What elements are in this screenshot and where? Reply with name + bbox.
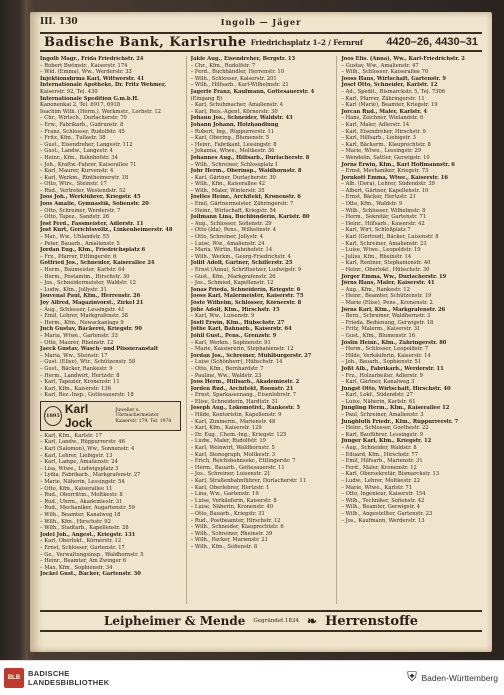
top-advertisement [40, 32, 482, 52]
directory-entry: – Wilh., Packer, Marienstr. 21 [190, 537, 268, 544]
directory-entry: Joos Herm., Hilfsarb., Akademiestr. 2 [190, 379, 300, 386]
directory-entry: Jonas Frieda, Schneiderin, Kriegstr. 6 [190, 286, 301, 293]
directory-entry: – Karl, Wirt, Schloßplatz 7 [341, 227, 411, 234]
directory-entry: – Karl, Oberlehrer, Hertzstr. 1 [190, 484, 270, 491]
directory-entry: – Herm., Landwirt, Hertzstr. 8 [40, 372, 120, 379]
directory-entry: – Wilh., Beamter, Gerwigstr. 4 [341, 504, 421, 511]
directory-entry: – Ludw., Lehrer, Moltkestr. 22 [341, 478, 421, 484]
directory-entry: – Wilh., Kfm., Kaiserallee 42 [190, 181, 266, 188]
directory-entry: – Paul, Schreiner, Amalienstr. 3 [341, 412, 424, 419]
directory-entry: – Karl, Ww., Luisenstr. 9 [190, 313, 255, 320]
directory-entry: – Otto, Maurer, Rheinstr. 12 [40, 339, 114, 346]
directory-entry: – Karl, Schuhmacher, Amalienstr. 4 [190, 102, 284, 109]
directory-entry: – Wilh., Kfm., Sofienstr. 8 [190, 543, 258, 550]
directory-entry: Jörns Hans, Maler, Kaiserstr. 41 [341, 280, 435, 287]
directory-entry: Jüngst Otto, Wirtschaft, Hirschstr. 40 [341, 385, 451, 392]
directory-entry: – Heinr., Wirtschaft, Kriegstr. 54 [190, 207, 277, 214]
directory-entry: – Julius, Kfm., Rheinstr. 14 [341, 253, 412, 260]
advertiser-name: Karl Jock [64, 401, 93, 430]
directory-entry: – Karl, Hilfsarb., Liebigstr. 3 [341, 135, 416, 142]
directory-entry: – Joh., Kraftw.-Fahrer, Kaiserallee 71 [40, 161, 137, 168]
directory-entry: – Heinr., Fabrikant, Lessingstr. 8 [190, 141, 277, 148]
directory-entry: – Hilde, Kontoristin, Kapellenstr. 9 [190, 412, 282, 419]
directory-entry: – Erw., Fabrikarb., Gudrunstr. 8 [40, 121, 124, 128]
directory-entry: – Bern., Schreiner, Waldhornstr. 3 [341, 313, 431, 320]
directory-entry: – Elise, Schneiderin, Hardtstr. 31 [190, 398, 279, 405]
directory-entry: Juch Gustav, Bäckerei, Kriegstr. 90 [40, 326, 143, 333]
library-logo-icon[interactable]: BLB [4, 668, 24, 688]
directory-entry: Jöbe Adolf, Kfm., Hirschstr. 15 [190, 306, 280, 313]
directory-entry: Jodel Joh., Angest., Kriegstr. 131 [40, 531, 136, 538]
directory-entry: Jöst Ferd., Fassmeister, Adlerstr. 11 [40, 220, 144, 227]
directory-entry: – Herm., Baumeister, Karlstr. 64 [40, 267, 125, 273]
scroll-ornament-icon: ❧ [307, 614, 318, 628]
directory-entry: – Marie, Kassiererin, Stephanienstr. 12 [190, 346, 294, 353]
directory-entry: – Emil, Lehrer, Markgrafenstr. 38 [40, 313, 128, 320]
advertiser-trade: Juwelier u. Uhrmachermeister [115, 407, 159, 419]
directory-entry: Jörns Karl, Kfm., Markgrafenstr. 26 [341, 306, 446, 313]
directory-entry: – Karl, Straßenbahnführer, Durlacherstr. 11 [190, 478, 306, 484]
directory-entry: – Otto (Ida), Pens., Wilhelmstr. 4 [190, 227, 276, 234]
directory-entry: Jüngling Herm., Kfm., Kaiserallee 12 [341, 405, 450, 412]
directory-entry: – Otto, Kfm., Kaiserallee 11 [40, 485, 113, 492]
directory-entry: Injektionsfirma Karl, Wittwerstr. 41 [40, 75, 145, 82]
directory-entry: – Peter, Bauarb., Amalienstr. 5 [40, 240, 120, 247]
directory-entry: – Otto, Schreiner, Jollystr. 4 [190, 234, 264, 241]
directory-entry: – Emil, Gärtnermeister, Zähringerstr. 7 [190, 201, 294, 208]
directory-entry: – Robert Bwtmstr., Kaiserstr. 174 [40, 62, 128, 69]
directory-entry: – Luise, Wtwe., Leopoldstr. 19 [341, 247, 421, 254]
directory-entry: Kaiserstr. 92, Tel. 439 [40, 88, 98, 95]
directory-entry: Jorns Erwin, Kfm., Karl Hoffmannstr. 6 [341, 161, 455, 168]
running-head: Ingolb — Jäger [220, 17, 302, 27]
directory-entry: – Dr. Eug., Chem.-Ing., Kriegstr. 125 [190, 431, 287, 438]
directory-entry: – Rud., Mechaniker, Augartenstr. 59 [40, 505, 135, 512]
directory-entry: – Fritz, Malerm., Kaiserstr. 31 [341, 326, 421, 333]
directory-entry: – Herm., Schlosser, Leopoldstr. 7 [341, 346, 429, 353]
directory-entry: – Rud., Uhrm., Akademiestr. 31 [40, 498, 123, 505]
directory-entry: – Herm., Sekretär, Gartenstr. 71 [341, 214, 426, 221]
directory-entry: Johannes Aug., Hilfsarb., Durlacherstr. 8 [190, 154, 310, 161]
directory-entry: – Karl, Stenograph, Moltkestr. 3 [190, 451, 275, 458]
library-name [28, 669, 109, 687]
directory-entry: – Wilh., Hilfsarb., Karl-Wilhelmstr. 21 [190, 82, 289, 89]
directory-entry: – Frieda, Bedienung, Gerwigstr. 18 [341, 319, 434, 326]
directory-entry: – Otto, Kfm., Bernhardstr. 7 [190, 365, 264, 372]
firm-tagline: Herrenstoffe [325, 613, 419, 629]
directory-entry: – Gust., Kfm., Blumenstr. 16 [341, 332, 416, 339]
directory-entry: – Karl, Zimmerm., Marienstr. 48 [190, 418, 276, 425]
directory-entry: Jorden Rud., Architekt, Roonstr. 21 [190, 385, 294, 392]
directory-entry: – Heinr., Beamter, Am Zwinger 6 [40, 558, 127, 565]
directory-entry: Josef Otto, Schneider, Karlstr. 12 [341, 82, 438, 89]
directory-entry: Johann Johann, Holzhandlung [190, 121, 279, 128]
directory-entry: – Ernst, Schlosser, Gartenstr. 17 [40, 544, 125, 551]
directory-entry: – Jos., Kaufmann, Werderstr. 13 [341, 517, 425, 524]
directory-entry: Internationale Spedition G.m.b.H. [40, 95, 139, 102]
directory-entry: – Wilh., Techniker, Sofienstr. 42 [341, 497, 425, 504]
directory-entry: Jockel Gust., Bäcker, Gartenstr. 30 [40, 571, 141, 578]
directory-entry: – Ludw., Kfm., Jollystr. 31 [40, 286, 107, 293]
directory-entry: – Herm., Postamtm., Hirschstr. 30 [40, 273, 130, 280]
directory-entry: – Karl, Werkm., Sophienstr. 91 [190, 339, 271, 346]
directory-entry: – Ernst (Anna), Schriftsetzer, Ludwigstr. 9 [190, 267, 302, 273]
directory-entry: – Karl, Obersekretär, Bismarckstr. 13 [341, 471, 440, 478]
directory-entry: – Jos., Schreiner, Luisenstr. 21 [190, 471, 271, 478]
directory-entry: – Rud., Oberrittm., Moltkestr. 8 [40, 492, 123, 499]
directory-entry: Jaeck Gustav, Wasch- und Plissieranstalt [40, 346, 159, 353]
directory-entry: – Karl, Maurer, Kurvenstr. 4 [40, 168, 114, 175]
directory-entry: Johr Herm., Oberinsp., Waldhornstr. 8 [190, 168, 302, 175]
directory-entry: Joßt Alb., Fabrikarb., Werderstr. 11 [341, 365, 444, 372]
directory-entry: – Luise, Ww., Amalienstr. 24 [190, 240, 265, 247]
directory-entry: Jünger Karl, Kfm., Kriegstr. 12 [341, 438, 432, 445]
directory-entry: – Marie (Elise), Pens., Kronenstr. 2 [341, 299, 433, 306]
directory-entry: – Heinr., Kfm., Bahnhofstr. 34 [40, 154, 118, 161]
column-middle [186, 56, 332, 604]
directory-entry: – Otto, Ingenieur, Kaiserstr. 154 [341, 491, 426, 498]
directory-entry: – Erich, Reichsbahnsekr., Ettlingerstr. 7 [190, 458, 296, 465]
directory-entry: – Max, Kfm., Sophienstr. 34 [40, 564, 113, 571]
directory-entry: – Karl, Kfm., Kaiserstr. 129 [190, 425, 262, 432]
directory-entry: Jooss Hans, Wirtschaft, Gartenstr. 9 [341, 75, 447, 82]
directory-entry: – Wilh., Kfm., Hirschstr. 92 [40, 518, 111, 525]
footer-bar [0, 660, 504, 695]
directory-entry: Johann Jos., Schneider, Waldstr. 43 [190, 115, 293, 122]
directory-entry: – Wid. (Emma), Ww., Werderstr. 33 [40, 69, 132, 76]
directory-entry: Jöthe Karl, Bahnarb., Kaiserstr. 64 [190, 326, 292, 333]
directory-entry: – Karl, Lehrer, Liebigstr. 13 [40, 452, 113, 459]
directory-entry: Jöste Wilhelm, Schlosser, Körnerstr. 8 [190, 299, 302, 306]
page-number: III. 130 [40, 17, 78, 27]
directory-entry: – Karl, Reis.-Agent, Körnerstr. 30 [190, 108, 278, 115]
directory-entry: – Franz, Schlosser, Rudolfstr. 45 [40, 128, 125, 135]
directory-entry: (Eingang B) [190, 95, 223, 102]
page-header [40, 17, 482, 31]
advertiser-address: Kaiserstr. 179, Tel. 1978 [115, 418, 172, 424]
directory-entry: – Herm., Kfm., Nowackanlage 9 [40, 319, 124, 326]
directory-entry: – Ferd., Buchhändler, Herrenstr. 10 [190, 69, 284, 76]
directory-entry: Joos Elis. (Anna), Ww., Karl-Friedrichstr. 2 [341, 56, 465, 62]
advertiser-details [115, 408, 176, 425]
directory-entry: Jouvenal Paul, Kfm., Herrenstr. 26 [40, 293, 141, 300]
directory-entry: – Ferd., Maler, Kronenstr. 12 [341, 464, 417, 471]
directory-entry: – Ludw., Maler, Rudolfstr. 19 [190, 438, 266, 445]
directory-entry: – Luise, Näherin, Karlstr. 61 [341, 398, 416, 405]
directory-entry: Jordan Eug., Kfm., Friedrichsplatz 6 [40, 247, 146, 254]
state-coat-of-arms-icon: ⛨ [407, 670, 417, 685]
directory-entry: Jäkle Aug., Eisendreher, Bergstr. 13 [190, 56, 296, 62]
directory-entry: Jost Kurt, Gerichtsvollz., Linkenheimerstr. 48 [40, 227, 173, 234]
directory-entry: – Lydia, Fabrikarb., Markgrafenstr. 27 [40, 472, 141, 479]
directory-entry: – Ad., Spedit., Bismarckstr. 5, Tel. 7306 [341, 88, 446, 95]
founded-note: Gegründet 1834 [253, 618, 300, 624]
directory-entry: – Wilh., Schreiner, Schlossplatz 1 [190, 161, 279, 168]
directory-entry: Ingolb Magr., Frida Friedrichstr. 24 [40, 56, 144, 62]
directory-entry: – Fritz, Kfm., Tullastr. 38 [40, 135, 106, 142]
directory-entry: Jöhll Gust., Pens., Grenzstr. 9 [190, 332, 277, 339]
directory-entry: Jollmann Lina, Buchbinderin, Karlstr. 80 [190, 214, 310, 221]
bottom-advertisement [40, 610, 482, 632]
directory-entry: – Karl, Pfarrer, Zähringerstr. 11 [341, 95, 425, 102]
directory-entry: – Johanna, Wtwe., Moltkestr. 36 [190, 148, 275, 155]
directory-entry: – Heinr., Oberlokf., Hübschstr. 30 [341, 267, 430, 273]
directory-entry: – Robert, Ing., Rüppurrerstr. 11 [190, 128, 275, 135]
directory-entry: – Eduard, Kfm., Hirschstr. 77 [341, 451, 419, 458]
directory-entry: – Wilh., Schlosser, Kaiserstr. 201 [190, 75, 277, 82]
directory-entry: – Lina, Ww., Gartenstr. 19 [190, 491, 259, 498]
founding-year-badge: 1895 [44, 406, 62, 426]
bank-name: Badische Bank, Karlsruhe [44, 34, 247, 50]
bank-phone: 4420–26, 4430–31 [386, 36, 478, 48]
directory-entry: – Karl (Gertrud), Bäcker, Luisenstr. 8 [341, 234, 439, 241]
directory-entry: – Karl, Lokf., Südendstr. 27 [341, 392, 413, 399]
directory-entry: Jöslin Heinr., Kfm., Zähringerstr. 80 [341, 339, 447, 346]
directory-entry: Jungbluth Friedr., Kfm., Rüppurrerstr. 7 [341, 418, 459, 425]
directory-entry: – Gustav, Ww., Amalienstr. 47 [341, 62, 419, 69]
directory-entry: – Emil, Hilfsarb., Marienstr. 31 [341, 458, 423, 465]
directory-entry: – Ernst, Sparkassenang., Eisenlohrstr. 7 [190, 392, 297, 399]
directory-entry: – Albert, Gärtner, Kapellenstr. 10 [341, 187, 429, 194]
directory-entry: – Karl, Bez.-Insp., Gottesauerstr. 18 [40, 392, 134, 399]
directory-entry: – Aug., Kfm., Rankestr. 12 [341, 286, 410, 293]
directory-entry: – Karl, Maler, Adlerstr. 14 [341, 121, 410, 128]
directory-entry: – Aug., Schneider, Waldstr. 8 [341, 445, 417, 452]
directory-entry: – Alb. (Dora), Lehrer, Südendstr. 39 [341, 181, 435, 188]
directory-entry: – Joh., Bauarb., Sophienstr. 51 [341, 359, 422, 366]
directory-entry: Jollit Adolf, Gärtner, Schillerstr. 25 [190, 260, 293, 267]
directory-entry: – Karl, Obering., Blumenstr. 5 [190, 135, 270, 142]
directory-entry: – Karl, Rentner, Stephanienstr. 40 [341, 260, 431, 267]
directory-entry: – Gust. (Elise), Wtr., Schützenstr. 58 [40, 359, 136, 366]
directory-entry: – Chr., Wirtsch., Durlacherstr. 70 [40, 115, 127, 122]
directory-entry: – Otto, Kfm., Waldstr. 9 [341, 201, 403, 208]
directory-entry: – Frz., Holzarbeiter, Adlerstr. 9 [341, 372, 423, 379]
directory-entry: – Karl, Lampe, Amalienstr. 24 [40, 459, 118, 466]
directory-entry: – Karl, Tapezier, Kronenstr. 11 [40, 379, 120, 386]
directory-entry: – Frz., Pfarrer, Ettlingerstr. 6 [40, 253, 117, 260]
directory-entry: Jöstles Heinr., Architekt, Kronenstr. 6 [190, 194, 301, 201]
directory-entry: Jorcan Rud., Maler, Karlstr. 4 [341, 108, 427, 115]
directory-entry: – Otto, Wtrs., Steinstr. 17 [40, 181, 107, 188]
directory-entry: – Otto, Bauarb., Kriegstr. 31 [190, 510, 265, 517]
directory-entry: Internationale Apotheke, Dr. Fritz Wehmer, [40, 82, 167, 89]
column-right [336, 56, 482, 604]
directory-entry: – Heinr., Beamter, Schützenstr. 19 [341, 293, 432, 300]
directory-entry: – Jos., Schmied, Kapellenstr. 12 [190, 280, 274, 287]
directory-entry: – Mar., Ww., Uhlandstr. 55 [40, 234, 110, 241]
directory-entry: – Gust., Eisendreher, Langestr. 112 [40, 141, 133, 148]
directory-entry: – Ge., Verwaltungsinsp., Waldhornstr. 5 [40, 551, 144, 558]
directory-entry: Jordan Jos., Schreiner, Mühlburgerstr. 27 [190, 352, 312, 359]
directory-entry: – Karl, Werkm., Rintheimerstr. 18 [40, 174, 129, 181]
entry-columns [40, 56, 482, 604]
directory-entry: – Wilh., Beamter, Kanalweg 18 [40, 512, 121, 518]
directory-entry: Jörger Emma, Ww., Durlacherstr. 19 [341, 273, 447, 280]
directory-entry: – Wilh., Werkm., Georg-Friedrichstr. 4 [190, 253, 291, 260]
directory-entry: – Maria, Ww., Steinstr. 17 [40, 352, 108, 359]
directory-entry: – Heinr., Hilfsarb., Kaiserstr. 42 [341, 220, 425, 227]
directory-entry: – Karl, Eisendreher, Hirschstr. 9 [341, 128, 426, 135]
directory-entry: – Rud., Postbeamter, Hirschstr. 12 [190, 517, 281, 524]
directory-entry: – Luise, Verkäuferin, Kaiserstr. 8 [190, 497, 277, 504]
directory-entry: – Karl, Bauführer, Lessingstr. 9 [341, 431, 424, 438]
directory-entry: – Gust., Landw., Langestr. 4 [40, 148, 113, 155]
directory-entry: Gotfried Jos., Schneider, Kaiserallee 24 [40, 260, 155, 267]
directory-entry: – Marie, Wtwe., Lessingstr. 29 [341, 148, 422, 155]
directory-entry: – Luise (Schönherr), Hübschstr. 14 [190, 359, 283, 366]
directory-entry: – Marie, Wtwe., Karlstr. 71 [341, 484, 413, 491]
directory-entry: – Jos., Schneidermeister, Waldstr. 12 [40, 280, 136, 287]
directory-entry: Joos Amalie, Gymnastik, Sofienstr. 20 [40, 201, 149, 208]
directory-entry: Kanonenkai 2, Tel. 6917, 6918 [40, 102, 121, 109]
directory-entry: – Lisa, Wtwe., Ludwigsplatz 3 [40, 465, 119, 472]
directory-entry: Joos Joh., Werkführer, Kriegstr. 45 [40, 194, 141, 201]
directory-entry: – Karl, Gärtner, Durlacherstr. 30 [190, 174, 276, 181]
directory-entry: – Wilh., Schlosser, Wilhelmstr. 8 [341, 207, 426, 214]
directory-entry: – Karl, Kfm., Kaiserstr. 136 [40, 385, 112, 392]
directory-entry: Jagerfe Franz, Kaufmann, Gottesauerstr. 4 [190, 88, 315, 95]
directory-entry: Joy Alfred, Magazinvorst., Zirkel 21 [40, 299, 144, 306]
directory-entry: – Maria, Wirtin, Bahnhofstr. 14 [190, 247, 273, 254]
directory-entry: Jooss Karl, Malermeister, Kaiserstr. 75 [190, 293, 304, 300]
directory-entry: – Luise, Näherin, Kronenstr. 40 [190, 504, 273, 511]
directory-entry: – Hilde, Verkäuferin, Kaiserstr. 14 [341, 352, 431, 359]
directory-entry: Jöstl Erwin, Kfm., Hübschstr. 27 [190, 319, 285, 326]
directory-entry: – Wilh., Schlosser, Kaiserallee 70 [341, 69, 429, 76]
directory-entry: – Chr., Kfm., Rudolfstr. 7 [190, 62, 256, 69]
directory-entry: – Ernst, Bäcker, Hertzstr. 21 [341, 194, 416, 201]
directory-entry: – Wilh., Schreiner, Rheinstr. 39 [190, 530, 273, 537]
directory-entry: – Wilh., Maler, Winterstr. 35 [190, 187, 265, 194]
directory-entry: – Wilh., Stadtarb., Kapellenstr. 28 [40, 525, 129, 532]
bank-address: Friedrichsplatz 1–2 / Fernruf [250, 37, 363, 47]
directory-entry: – Karl, Kfm., Karlstr. 17 [40, 432, 102, 439]
directory-entry: – Wendelin, Sattler, Gerwigstr. 10 [341, 154, 430, 161]
directory-entry: – Aug., Schlosser, Sofienstr. 29 [190, 220, 272, 227]
directory-page [30, 12, 492, 652]
firm-name: Leipheimer & Mende [103, 614, 246, 628]
state-name[interactable]: Baden-Württemberg [421, 673, 498, 683]
directory-entry: – Aug., Schlosser, Lessingstr. 41 [40, 306, 125, 313]
directory-entry: – Karl, Bäckerm., Klauprechtstr. 8 [341, 141, 431, 148]
directory-entry: – Karl, Gärtner, Kanalweg 3 [341, 379, 415, 386]
directory-entry: – Gust., Kfm., Markgrafenstr. 26 [190, 273, 276, 280]
library-name-line2: LANDESBIBLIOTHEK [28, 678, 110, 687]
directory-entry: – Karl, Weinwirt, Waldhornstr. 5 [190, 445, 275, 452]
directory-entry: – Karl, Landw., Rüppurrerstr. 46 [40, 439, 125, 446]
directory-entry: – Wilh., Schneider, Klauprechtstr. 6 [190, 524, 284, 531]
directory-entry: – Otto, Schreiner, Werderstr. 7 [40, 207, 121, 214]
directory-entry: – Gust., Bäcker, Rankestr. 9 [40, 365, 113, 372]
directory-entry: – Rud., Vertreter, Westendstr. 52 [40, 187, 126, 194]
directory-entry: Jornkott Emma, Wtwe., Kaiserstr. 16 [341, 174, 448, 181]
directory-entry: – Hans, Zeichner, Wielandstr. 6 [341, 115, 424, 122]
directory-entry: Ioachim Wilh. (Herm.), Werkmstr., Lorbstr. 12 [40, 108, 161, 115]
directory-entry: – Maria, Wtwe., Gartenstr. 33 [40, 332, 118, 339]
directory-entry: – Karl (Marie), Beamter, Kriegstr. 19 [341, 102, 438, 109]
directory-entry: – Ernst, Mechaniker, Kriegstr. 73 [341, 168, 429, 175]
library-name-line1: BADISCHE [28, 669, 70, 678]
directory-entry: – Pauline, Ww., Waldstr. 23 [190, 372, 262, 379]
jeweler-advertisement [40, 401, 181, 431]
directory-entry: – Karl, Oberlokf., Körnerstr. 12 [40, 538, 122, 545]
column-left [40, 56, 181, 604]
directory-entry: – Otto, Tapez., Sandstr. 26 [40, 214, 110, 221]
directory-entry: – Karl, Schreiner, Amalienstr. 23 [341, 240, 427, 247]
directory-entry: Joseph Aug., Lokomotivf., Rankestr. 5 [190, 405, 301, 412]
directory-entry: – Karl (Salomon), Ww., Sonnenstr. 4 [40, 446, 135, 453]
directory-entry: – Heinr., Schlosser, Goethestr. 22 [341, 425, 429, 432]
directory-entry: – Marie, Näherin, Lessingstr. 54 [40, 479, 125, 486]
directory-entry: – Herm., Bauarb., Gottesauerstr. 11 [190, 464, 285, 471]
directory-entry: – Wilh., Angestellter, Gartenstr. 23 [341, 510, 433, 517]
